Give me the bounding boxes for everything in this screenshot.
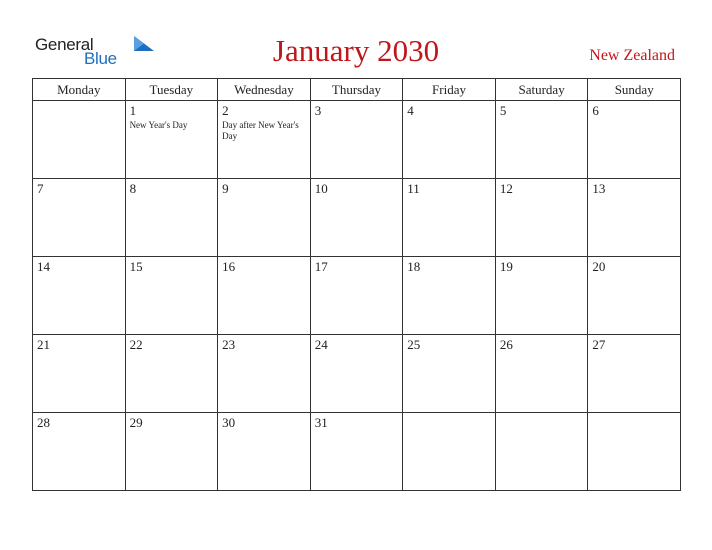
day-number: 20 [592, 259, 606, 274]
day-cell [495, 101, 588, 179]
day-cell [218, 257, 311, 335]
weekday-header: Saturday [495, 79, 588, 101]
day-number: 2 [222, 103, 229, 118]
day-cell [218, 101, 311, 179]
day-number: 16 [222, 259, 236, 274]
day-cell [495, 413, 588, 491]
day-number: 5 [499, 103, 507, 118]
day-cell [588, 335, 681, 413]
day-cell [495, 179, 588, 257]
weekday-header: Thursday [310, 79, 403, 101]
day-number [403, 413, 495, 416]
day-number: 31 [314, 415, 328, 430]
day-cell [218, 335, 311, 413]
calendar-grid [32, 78, 681, 491]
day-cell [218, 413, 311, 491]
day-number [496, 413, 588, 416]
day-cell [403, 179, 496, 257]
day-cell [33, 179, 126, 257]
day-cell [310, 101, 403, 179]
day-number: 30 [222, 415, 236, 430]
day-cell [588, 413, 681, 491]
day-cell [310, 179, 403, 257]
country-label: New Zealand [589, 47, 675, 64]
day-number: 1 [129, 103, 137, 118]
day-number: 15 [129, 259, 143, 274]
day-number: 6 [592, 103, 599, 118]
day-cell [33, 335, 126, 413]
weekday-header: Tuesday [125, 79, 218, 101]
day-number: 10 [314, 181, 328, 196]
day-number: 22 [129, 337, 143, 352]
day-number: 13 [592, 181, 606, 196]
day-number: 3 [314, 103, 322, 118]
day-number: 4 [407, 103, 414, 118]
holiday-label: New Year's Day [129, 120, 188, 130]
day-number: 7 [37, 181, 44, 196]
day-cell [33, 257, 126, 335]
week-row [33, 413, 681, 491]
weekday-header: Monday [33, 79, 126, 101]
day-number: 11 [407, 181, 420, 196]
weekday-header: Sunday [588, 79, 681, 101]
day-cell [495, 257, 588, 335]
day-cell [403, 335, 496, 413]
day-number: 9 [222, 181, 229, 196]
day-cell [125, 335, 218, 413]
weekday-header-row [33, 79, 681, 101]
day-number: 18 [407, 259, 421, 274]
day-cell [403, 101, 496, 179]
day-cell [588, 179, 681, 257]
logo-text-blue: Blue [84, 49, 117, 68]
day-number: 23 [222, 337, 236, 352]
day-number [33, 101, 125, 104]
day-cell [33, 101, 126, 179]
day-cell [125, 413, 218, 491]
day-cell [310, 335, 403, 413]
day-number: 14 [37, 259, 50, 274]
week-row [33, 101, 681, 179]
day-cell [310, 413, 403, 491]
day-cell [218, 179, 311, 257]
day-number: 21 [37, 337, 50, 352]
day-number: 28 [37, 415, 50, 430]
day-number: 29 [129, 415, 143, 430]
day-cell [588, 257, 681, 335]
day-number: 27 [592, 337, 606, 352]
day-cell [403, 257, 496, 335]
day-number: 8 [129, 181, 137, 196]
day-number: 26 [499, 337, 513, 352]
day-cell [33, 413, 126, 491]
day-cell [403, 413, 496, 491]
page-title: January 2030 [272, 33, 440, 68]
day-cell [495, 335, 588, 413]
day-number: 24 [314, 337, 328, 352]
day-cell [125, 101, 218, 179]
day-cell [125, 179, 218, 257]
holiday-label: Day after New Year's Day [222, 120, 299, 141]
weekday-header: Wednesday [218, 79, 311, 101]
day-number [588, 413, 680, 416]
week-row [33, 257, 681, 335]
day-cell [588, 101, 681, 179]
weekday-header: Friday [403, 79, 496, 101]
logo-text-general: General [35, 35, 94, 54]
day-number: 17 [314, 259, 328, 274]
day-cell [125, 257, 218, 335]
week-row [33, 335, 681, 413]
day-number: 12 [499, 181, 513, 196]
day-cell [310, 257, 403, 335]
day-number: 25 [407, 337, 421, 352]
week-row [33, 179, 681, 257]
day-number: 19 [499, 259, 513, 274]
